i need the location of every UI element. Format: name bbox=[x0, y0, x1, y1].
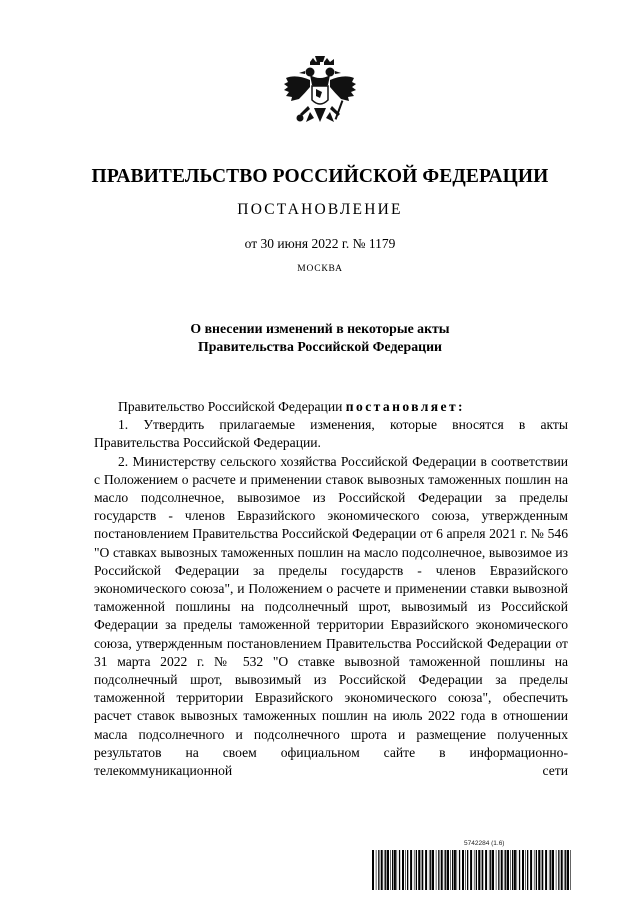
document-date-number: от 30 июня 2022 г. № 1179 bbox=[244, 236, 396, 251]
barcode-block bbox=[372, 840, 572, 892]
subject-line-1: О внесении изменений в некоторые акты bbox=[190, 321, 450, 336]
document-subject bbox=[0, 320, 640, 356]
document-body bbox=[94, 398, 568, 780]
subject-line-2: Правительства Российской Федерации bbox=[198, 339, 442, 354]
document-city: МОСКВА bbox=[297, 264, 343, 274]
coat-of-arms-icon bbox=[280, 56, 360, 146]
document-type: ПОСТАНОВЛЕНИЕ bbox=[237, 201, 403, 218]
intro-paragraph bbox=[94, 398, 568, 416]
intro-lead: Правительство Российской Федерации bbox=[118, 399, 346, 414]
barcode-number: 5742284 (1.6) bbox=[464, 840, 505, 847]
barcode-icon bbox=[372, 850, 572, 890]
intro-verb: постановляет: bbox=[345, 399, 465, 414]
item-1-paragraph: 1. Утвердить прилагаемые изменения, которые вносятся в акты Правительства Российской Федерации. bbox=[94, 417, 568, 451]
government-title: ПРАВИТЕЛЬСТВО РОССИЙСКОЙ ФЕДЕРАЦИИ bbox=[91, 166, 549, 187]
item-2-paragraph: 2. Министерству сельского хозяйства Российской Федерации в соответствии с Положением о расчете и применении ставок вывозных таможенных пошлин на масло подсолнечное, вывозимое из Российской Федерации за пределы государств - членов Евразийского экономического союза, утвержденным постановлением Правительства Российской Федерации от 6 апреля 2021 г. № 546 "О ставках вывозных таможенных пошлин на масло подсолнечное, вывозимое из Российской Федерации за пределы государств - членов Евразийского экономического союза", и Положением о расчете и применении ставки вывозной таможенной пошлины на подсолнечный шрот, вывозимый из Российской Федерации за пределы таможенной территории Евразийского экономического союза, утвержденным постановлением Правительства Российской Федерации от 31 марта 2022 г. № 532 "О ставке вывозной таможенной пошлины на подсолнечный шрот, вывозимый из Российской Федерации за пределы таможенной территории Евразийского экономического союза", обеспечить расчет ставок вывозных таможенных пошлин на июль 2022 года в отношении масла подсолнечного и подсолнечного шрота и размещение полученных результатов на своем официальном сайте в информационно-телекоммуникационной сети bbox=[94, 453, 568, 779]
